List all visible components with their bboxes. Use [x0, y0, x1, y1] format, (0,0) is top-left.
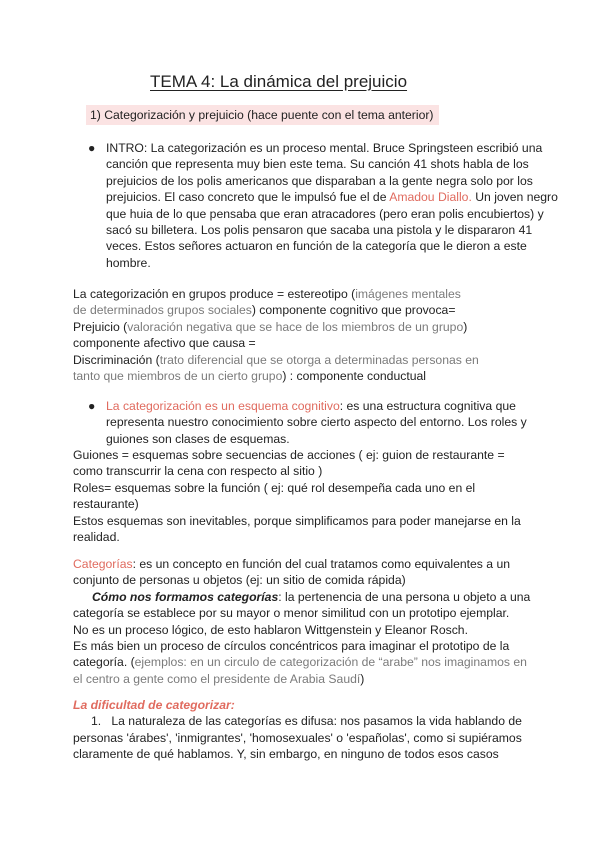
bullet-icon: ● — [88, 141, 96, 155]
text-span: : es un concepto en función del cual tratamos como equivalentes a un — [132, 557, 510, 571]
bullet-icon: ● — [88, 399, 96, 413]
text-line — [73, 556, 525, 572]
schema-text: : es una estructura cognitiva que representa nuestro conocimiento sobre cierto aspecto del entorno. Los roles y guiones son clases de esquemas. — [106, 399, 527, 446]
text-line: Estos esquemas son inevitables, porque simplificamos para poder manejarse en la — [73, 513, 521, 528]
components-paragraph — [73, 286, 525, 384]
categorias-paragraph — [73, 556, 531, 687]
text-line: No es un proceso lógico, de esto hablaron Wittgenstein y Eleanor Rosch. — [73, 622, 468, 637]
intro-text-start: INTRO: La categorización es un proceso mental. Bruce Springsteen escribió una canción que representa muy bien este tema. Su canción 41 shots habla de los prejuicios de los polis americanos que disparaban a la gente negra solo por los prejuicios. El caso concreto que le impulsó fue el de — [106, 141, 543, 205]
subsection-heading: La dificultad de categorizar: — [73, 698, 235, 712]
text-line: claramente de qué hablamos. Y, sin embargo, en ninguno de todos esos casos — [73, 747, 499, 762]
bold-italic-term: Cómo nos formamos categorías — [92, 589, 279, 604]
dificultad-section — [73, 697, 525, 763]
text-span: ) componente cognitivo que provoca= — [251, 303, 456, 318]
gray-text: tanto que miembros de un cierto grupo — [73, 369, 283, 384]
text-span: La naturaleza de las categorías es difusa: nos pasamos la vida hablando de — [111, 714, 522, 729]
text-line — [73, 589, 531, 605]
text-line — [73, 319, 525, 335]
gray-text: trato diferencial que se otorga a determinadas personas en — [159, 352, 479, 367]
text-line: como transcurrir la cena con respecto al sitio ) — [73, 464, 323, 479]
text-line — [73, 671, 525, 687]
intro-paragraph — [73, 140, 558, 271]
section-heading: 1) Categorización y prejuicio (hace puente con el tema anterior) — [86, 105, 439, 125]
text-line: componente afectivo que causa = — [73, 336, 256, 351]
list-number: 1. — [91, 714, 102, 729]
page-title: TEMA 4: La dinámica del prejuicio — [150, 72, 408, 91]
text-line — [73, 654, 525, 670]
text-line: restaurante) — [73, 497, 139, 512]
highlighted-term: Categorías — [73, 557, 133, 571]
text-span: La categorización en grupos produce = estereotipo ( — [73, 287, 356, 301]
examples-paragraph — [73, 447, 525, 545]
text-span: ) — [463, 319, 468, 334]
gray-text: el centro a gente como el presidente de Arabia Saudí — [73, 671, 361, 686]
text-line: categoría se establece por su mayor o menor similitud con un prototipo ejemplar. — [73, 606, 510, 621]
text-line: Roles= esquemas sobre la función ( ej: qué rol desempeña cada uno en el — [73, 480, 476, 495]
text-line: personas 'árabes', 'inmigrantes', 'homosexuales' o 'españolas', como si supiéramos — [73, 730, 522, 745]
text-span: categoría. ( — [73, 655, 135, 670]
text-span: ) — [360, 671, 365, 686]
gray-text: imágenes mentales — [355, 287, 461, 301]
text-line — [73, 352, 525, 368]
gray-text: valoración negativa que se hace de los miembros de un grupo — [127, 319, 464, 334]
schema-paragraph — [73, 398, 558, 447]
gray-text: de determinados grupos sociales — [73, 303, 252, 318]
highlighted-name: Amadou Diallo. — [389, 190, 472, 205]
text-line — [73, 302, 525, 318]
text-line: Es más bien un proceso de círculos concéntricos para imaginar el prototipo de la — [73, 639, 510, 654]
text-line: conjunto de personas u objetos (ej: un sitio de comida rápida) — [73, 573, 406, 588]
text-line: realidad. — [73, 530, 120, 545]
text-span: Discriminación ( — [73, 352, 160, 367]
text-line — [73, 713, 525, 729]
text-line — [73, 286, 525, 302]
text-line — [73, 368, 525, 384]
highlighted-term: La categorización es un esquema cognitivo — [106, 399, 340, 413]
text-span: Prejuicio ( — [73, 319, 128, 334]
gray-text: ejemplos: en un circulo de categorización de “arabe” nos imaginamos en — [134, 655, 527, 670]
text-span: ) : componente conductual — [282, 369, 426, 384]
text-span: : la pertenencia de una persona u objeto a una — [278, 589, 531, 604]
intro-text-end: Un joven negro que huia de lo que pensaba que eran atracadores (pero eran polis encubiertos) y sacó su billetera. Los polis pensaron que sacaba una pistola y le dispararon 41 veces. Estos señores actuaron en función de la categoría que le dieron a este hombre. — [106, 190, 558, 270]
text-line: Guiones = esquemas sobre secuencias de acciones ( ej: guion de restaurante = — [73, 448, 505, 462]
